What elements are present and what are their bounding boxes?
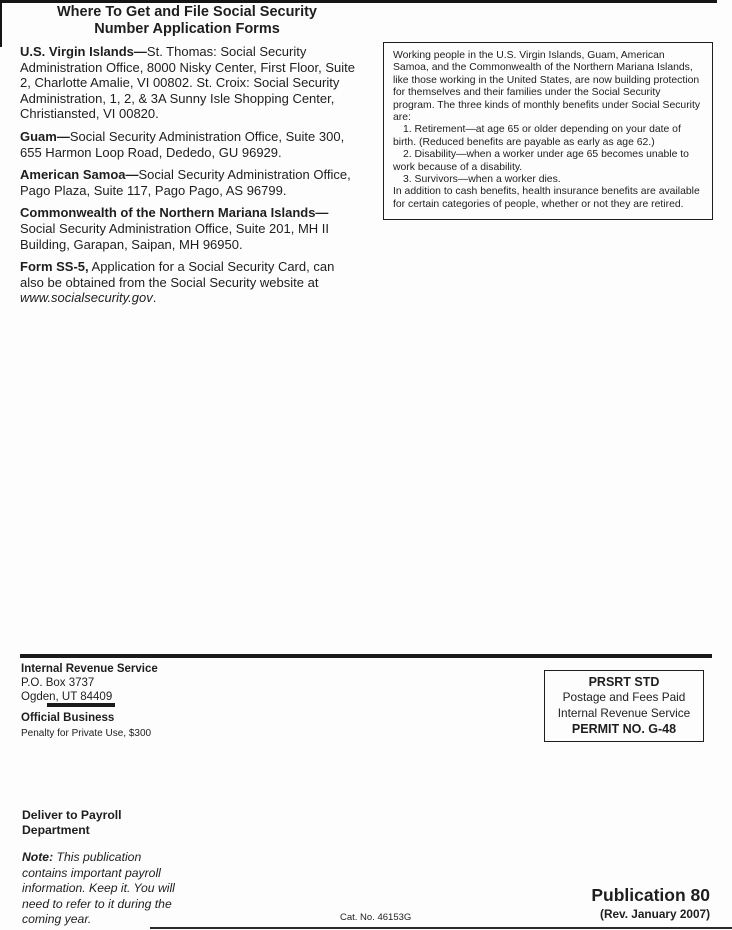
penalty-label: Penalty for Private Use, $300 [21, 728, 152, 739]
publication-block [591, 885, 710, 921]
ssa-website-url: www.socialsecurity.gov [20, 290, 153, 306]
scan-top-edge [0, 0, 717, 3]
postage-permit-box [544, 670, 704, 742]
paragraph-lead: Commonwealth of the Northern Mariana Islands— [20, 205, 329, 221]
paragraph-guam [20, 129, 355, 160]
note-text: This publication contains important payroll information. Keep it. You will need to refer to it during the coming year. [22, 850, 175, 927]
scan-left-edge [0, 0, 2, 47]
paragraph-american-samoa [20, 167, 355, 198]
benefits-intro: Working people in the U.S. Virgin Islands, Guam, American Samoa, and the Commonwealth of the Northern Mariana Islands, like those working in the United States, are now building protection for themselves and their families under the Social Security program. The three kinds of monthly benefits under Social Security are: [393, 50, 701, 124]
paragraph-lead: U.S. Virgin Islands— [20, 44, 147, 59]
paragraph-lead: Guam— [20, 128, 70, 144]
scan-bottom-edge [150, 927, 732, 929]
note-label: Note: [22, 850, 54, 864]
sender-name: Internal Revenue Service [21, 663, 158, 675]
paragraph-lead: Form SS-5, [20, 259, 89, 275]
benefit-item-retirement: 1. Retirement—at age 65 or older depending on your date of birth. (Reduced benefits are payable as early as age 62.) [393, 124, 681, 148]
catalog-number: Cat. No. 46153G [340, 912, 412, 923]
benefit-item-survivors: 3. Survivors—when a worker dies. [403, 174, 561, 186]
paragraph-form-ss5 [20, 259, 355, 306]
address-list [20, 44, 355, 313]
paragraph-lead: American Samoa— [20, 167, 139, 183]
paragraph-body: Application for a Social Security Card, can also be obtained from the Social Security website at [20, 259, 335, 290]
paragraph-body: St. Thomas: Social Security Administration Office, 8000 Nisky Center, First Floor, Suite 2, Charlotte Amalie, VI 00802. St. Croix: Social Security Administration, 1, 2, & 3A Sunny Isle Shopping Center, Christiansted, VI 00820. [20, 44, 356, 122]
permit-agency: Internal Revenue Service [557, 705, 691, 720]
paragraph-tail: . [152, 290, 157, 306]
permit-postage-paid: Postage and Fees Paid [562, 690, 686, 704]
benefit-item-disability: 2. Disability—when a worker under age 65 becomes unable to work because of a disability. [393, 149, 689, 173]
payroll-note [22, 850, 186, 928]
sender-po-box: P.O. Box 3737 [21, 677, 95, 689]
paragraph-body: Social Security Administration Office, Suite 201, MH II Building, Garapan, Saipan, MH 96950. [20, 220, 330, 252]
permit-number: PERMIT NO. G-48 [571, 722, 677, 736]
benefits-outro: In addition to cash benefits, health insurance benefits are available for certain categories of people, whether or not they are retired. [393, 186, 700, 210]
sender-city-state-zip: Ogden, UT 84409 [21, 691, 113, 703]
official-business-label: Official Business [21, 712, 115, 724]
paragraph-northern-mariana-islands [20, 205, 355, 252]
page-title [20, 4, 354, 37]
social-security-benefits-box [383, 42, 713, 220]
address-underline-bar [47, 703, 115, 707]
deliver-to-label: Deliver to Payroll Department [22, 808, 122, 837]
page-title-line2: Number Application Forms [94, 20, 280, 37]
publication-number: Publication 80 [591, 885, 710, 905]
paragraph-us-virgin-islands [20, 44, 355, 122]
revision-date: (Rev. January 2007) [600, 907, 710, 921]
mailer-divider-bar [20, 654, 712, 658]
paragraph-body: Social Security Administration Office, Suite 300, 655 Harmon Loop Road, Dededo, GU 96929. [20, 128, 345, 160]
permit-prsrt-std: PRSRT STD [588, 675, 660, 689]
sender-address-block [21, 662, 158, 704]
paragraph-body: Social Security Administration Office, Pago Plaza, Suite 117, Pago Pago, AS 96799. [20, 167, 351, 198]
page-title-line1: Where To Get and File Social Security [57, 4, 317, 20]
official-business-block [21, 712, 151, 740]
